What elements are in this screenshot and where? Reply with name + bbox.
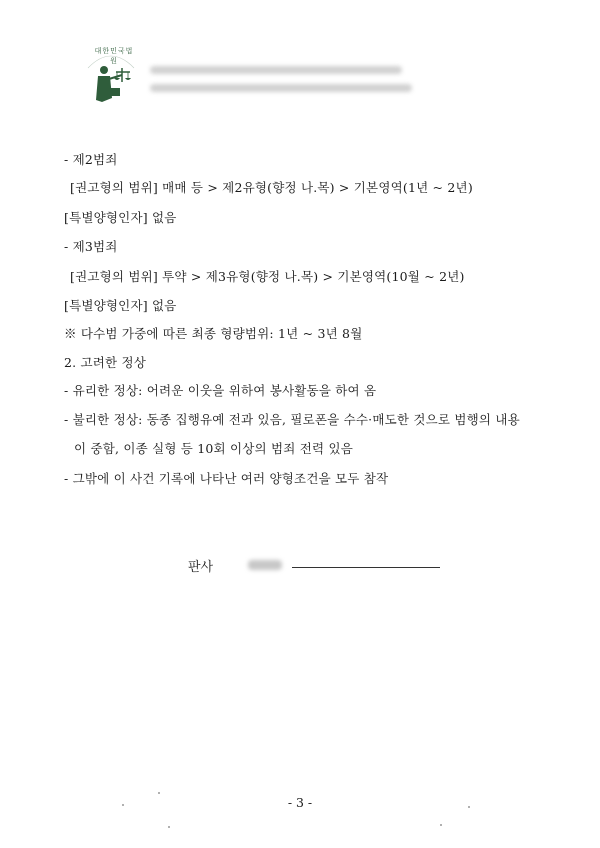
redacted-header-line-1 xyxy=(150,66,402,74)
scan-speck xyxy=(122,804,124,806)
court-name: 대한민국법원 xyxy=(94,47,134,65)
crime-3-range: [권고형의 범위] 투약 > 제3유형(향정 나.목) > 기본영역(10월 ~ 2년) xyxy=(70,269,465,284)
favorable-circumstance: - 유리한 정상: 어려운 이웃을 위하여 봉사활동을 하여 옴 xyxy=(64,383,377,398)
final-sentence-range: ※ 다수범 가중에 따른 최종 형량범위: 1년 ~ 3년 8월 xyxy=(64,326,363,341)
crime-3-heading: - 제3범죄 xyxy=(64,239,118,254)
redacted-header-line-2 xyxy=(150,84,412,92)
scan-speck xyxy=(440,824,442,826)
signature-line xyxy=(292,567,440,568)
scan-speck xyxy=(158,792,160,794)
crime-2-heading: - 제2범죄 xyxy=(64,152,118,167)
unfavorable-circumstance: - 불리한 정상: 동종 집행유예 전과 있음, 필로폰을 수수·매도한 것으로 범행의 내용 xyxy=(64,412,520,427)
section-2-heading: 2. 고려한 정상 xyxy=(64,355,147,370)
unfavorable-circumstance-cont: 이 중함, 이종 실형 등 10회 이상의 범죄 전력 있음 xyxy=(74,441,353,456)
other-conditions: - 그밖에 이 사건 기록에 나타난 여러 양형조건을 모두 참작 xyxy=(64,471,389,486)
redacted-judge-name xyxy=(248,560,282,570)
scan-speck xyxy=(168,826,170,828)
crime-3-special-factor: [특별양형인자] 없음 xyxy=(64,298,177,313)
scan-speck xyxy=(468,806,470,808)
crime-2-range: [권고형의 범위] 매매 등 > 제2유형(향정 나.목) > 기본영역(1년 ~ 2년) xyxy=(70,180,473,195)
crime-2-special-factor: [특별양형인자] 없음 xyxy=(64,210,177,225)
page-number: - 3 - xyxy=(287,795,313,810)
judge-label: 판사 xyxy=(188,560,214,575)
